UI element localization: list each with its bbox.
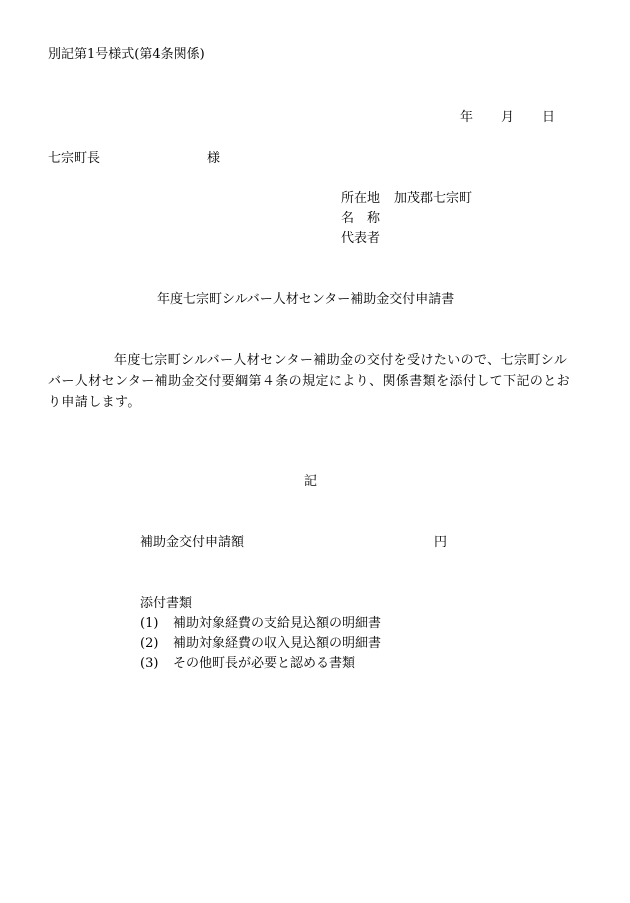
attachments-list [140,616,381,676]
name-label: 名 称 [341,211,381,226]
attachment-item [140,656,381,676]
attachments-heading: 添付書類 [140,596,193,611]
date-line [460,110,555,126]
amount-label: 補助金交付申請額 [140,535,245,550]
date-month: 月 [501,110,515,125]
applicant-name-row [341,211,472,231]
body-paragraph: 年度七宗町シルバー人材センター補助金の交付を受けたいので、七宗町シルバー人材センター補助金交付要綱第４条の規定により、関係書類を添付して下記のとおり申請します。 [48,353,571,410]
attachment-item [140,636,381,656]
attachment-number: (2) [140,636,159,651]
addressee-name: 七宗町長 [48,151,101,166]
attachment-item [140,616,381,636]
attachment-number: (1) [140,616,159,631]
applicant-representative-row [341,231,472,251]
addressee-honorific: 様 [207,151,221,166]
attachment-text: その他町長が必要と認める書類 [173,656,356,671]
address-value: 加茂郡七宗町 [394,191,473,206]
applicant-block [341,191,472,251]
date-year: 年 [460,110,474,125]
document-title: 年度七宗町シルバー人材センター補助金交付申請書 [157,292,455,307]
date-day: 日 [542,110,556,125]
ki-heading: 記 [304,474,318,489]
form-label: 別記第1号様式(第4条関係) [48,47,205,62]
attachment-text: 補助対象経費の収入見込額の明細書 [173,636,382,651]
address-label: 所在地 [341,191,381,206]
representative-label: 代表者 [341,231,381,246]
attachment-text: 補助対象経費の支給見込額の明細書 [173,616,382,631]
amount-unit: 円 [434,535,448,550]
applicant-address-row [341,191,472,211]
attachment-number: (3) [140,656,159,671]
